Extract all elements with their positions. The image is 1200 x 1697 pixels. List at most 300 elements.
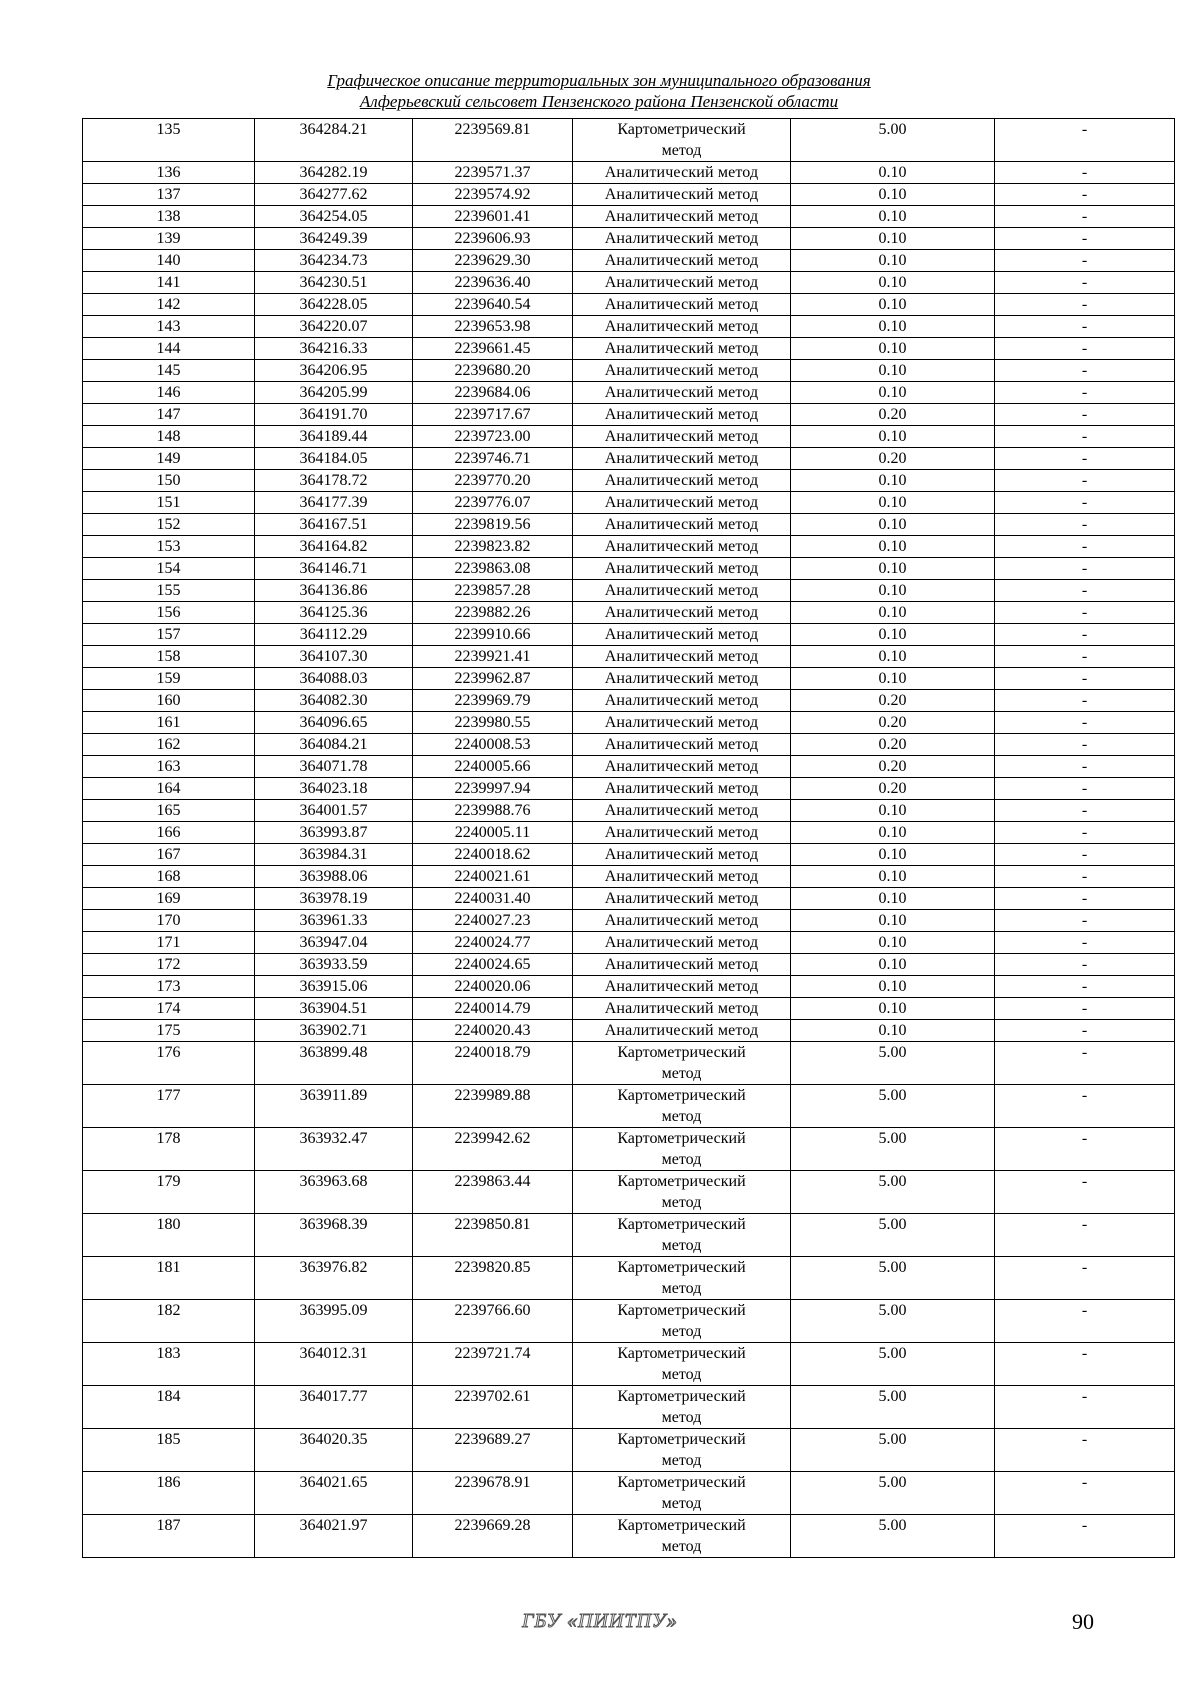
table-row: [83, 558, 1175, 580]
x-coordinate-cell: 364167.51: [255, 514, 413, 536]
x-coordinate-cell: 364088.03: [255, 668, 413, 690]
accuracy-cell: 0.10: [791, 624, 995, 646]
x-coordinate-cell: 364206.95: [255, 360, 413, 382]
x-coordinate-cell: 363899.48: [255, 1042, 413, 1085]
method-cell: [573, 1300, 791, 1343]
method-cell: Аналитический метод: [573, 536, 791, 558]
point-number-cell: 187: [83, 1515, 255, 1558]
method-cell: Аналитический метод: [573, 272, 791, 294]
method-cell: Аналитический метод: [573, 294, 791, 316]
method-cell: Аналитический метод: [573, 976, 791, 998]
table-row: [83, 382, 1175, 404]
x-coordinate-cell: 364284.21: [255, 119, 413, 162]
accuracy-cell: 0.10: [791, 998, 995, 1020]
method-cell: Аналитический метод: [573, 756, 791, 778]
y-coordinate-cell: 2239569.81: [413, 119, 573, 162]
accuracy-cell: 0.10: [791, 426, 995, 448]
note-cell: -: [995, 294, 1175, 316]
accuracy-cell: 0.10: [791, 250, 995, 272]
accuracy-cell: 0.10: [791, 954, 995, 976]
note-cell: -: [995, 206, 1175, 228]
accuracy-cell: 5.00: [791, 1171, 995, 1214]
table-row: [83, 360, 1175, 382]
y-coordinate-cell: 2239606.93: [413, 228, 573, 250]
method-cell: Аналитический метод: [573, 602, 791, 624]
note-cell: -: [995, 250, 1175, 272]
accuracy-cell: 5.00: [791, 1343, 995, 1386]
method-cell: [573, 119, 791, 162]
accuracy-cell: 0.10: [791, 932, 995, 954]
page-number: 90: [1072, 1609, 1094, 1634]
accuracy-cell: 0.10: [791, 360, 995, 382]
document-header: [0, 70, 1200, 112]
accuracy-cell: 0.10: [791, 536, 995, 558]
accuracy-cell: 5.00: [791, 1300, 995, 1343]
x-coordinate-cell: 364146.71: [255, 558, 413, 580]
note-cell: -: [995, 228, 1175, 250]
note-cell: -: [995, 1085, 1175, 1128]
note-cell: -: [995, 1042, 1175, 1085]
x-coordinate-cell: 364220.07: [255, 316, 413, 338]
point-number-cell: 177: [83, 1085, 255, 1128]
accuracy-cell: 0.20: [791, 448, 995, 470]
accuracy-cell: 0.10: [791, 184, 995, 206]
coordinates-table: [82, 118, 1175, 1558]
table-row: [83, 272, 1175, 294]
accuracy-cell: 0.20: [791, 756, 995, 778]
method-label: Картометрический метод: [617, 1259, 746, 1297]
table-row: [83, 1042, 1175, 1085]
method-cell: Аналитический метод: [573, 426, 791, 448]
point-number-cell: 181: [83, 1257, 255, 1300]
accuracy-cell: 0.10: [791, 580, 995, 602]
point-number-cell: 138: [83, 206, 255, 228]
accuracy-cell: 5.00: [791, 1429, 995, 1472]
y-coordinate-cell: 2239653.98: [413, 316, 573, 338]
point-number-cell: 180: [83, 1214, 255, 1257]
accuracy-cell: 0.10: [791, 338, 995, 360]
note-cell: -: [995, 756, 1175, 778]
x-coordinate-cell: 363984.31: [255, 844, 413, 866]
accuracy-cell: 0.10: [791, 382, 995, 404]
y-coordinate-cell: 2240031.40: [413, 888, 573, 910]
accuracy-cell: 5.00: [791, 1085, 995, 1128]
x-coordinate-cell: 363976.82: [255, 1257, 413, 1300]
accuracy-cell: 0.10: [791, 470, 995, 492]
method-label: Картометрический метод: [617, 1474, 746, 1512]
accuracy-cell: 0.10: [791, 1020, 995, 1042]
method-cell: Аналитический метод: [573, 382, 791, 404]
point-number-cell: 168: [83, 866, 255, 888]
x-coordinate-cell: 364184.05: [255, 448, 413, 470]
accuracy-cell: 5.00: [791, 1472, 995, 1515]
note-cell: -: [995, 822, 1175, 844]
x-coordinate-cell: 363932.47: [255, 1128, 413, 1171]
method-cell: Аналитический метод: [573, 404, 791, 426]
table-row: [83, 206, 1175, 228]
x-coordinate-cell: 364189.44: [255, 426, 413, 448]
x-coordinate-cell: 364136.86: [255, 580, 413, 602]
y-coordinate-cell: 2240018.79: [413, 1042, 573, 1085]
table-row: [83, 866, 1175, 888]
accuracy-cell: 5.00: [791, 1128, 995, 1171]
y-coordinate-cell: 2239629.30: [413, 250, 573, 272]
note-cell: -: [995, 998, 1175, 1020]
x-coordinate-cell: 364021.65: [255, 1472, 413, 1515]
note-cell: -: [995, 1343, 1175, 1386]
y-coordinate-cell: 2239678.91: [413, 1472, 573, 1515]
note-cell: -: [995, 1429, 1175, 1472]
point-number-cell: 160: [83, 690, 255, 712]
accuracy-cell: 0.10: [791, 602, 995, 624]
y-coordinate-cell: 2239863.08: [413, 558, 573, 580]
method-cell: Аналитический метод: [573, 558, 791, 580]
table-row: [83, 119, 1175, 162]
accuracy-cell: 0.10: [791, 492, 995, 514]
y-coordinate-cell: 2239969.79: [413, 690, 573, 712]
table-row: [83, 800, 1175, 822]
table-row: [83, 888, 1175, 910]
x-coordinate-cell: 364191.70: [255, 404, 413, 426]
accuracy-cell: 0.10: [791, 844, 995, 866]
point-number-cell: 172: [83, 954, 255, 976]
note-cell: -: [995, 624, 1175, 646]
x-coordinate-cell: 363961.33: [255, 910, 413, 932]
point-number-cell: 146: [83, 382, 255, 404]
accuracy-cell: 5.00: [791, 1386, 995, 1429]
point-number-cell: 148: [83, 426, 255, 448]
table-row: [83, 602, 1175, 624]
table-row: [83, 228, 1175, 250]
x-coordinate-cell: 364234.73: [255, 250, 413, 272]
note-cell: -: [995, 866, 1175, 888]
note-cell: -: [995, 470, 1175, 492]
table-row: [83, 712, 1175, 734]
point-number-cell: 143: [83, 316, 255, 338]
method-label: Картометрический метод: [617, 1431, 746, 1469]
point-number-cell: 149: [83, 448, 255, 470]
note-cell: -: [995, 580, 1175, 602]
table-row: [83, 624, 1175, 646]
note-cell: -: [995, 800, 1175, 822]
y-coordinate-cell: 2239640.54: [413, 294, 573, 316]
method-cell: Аналитический метод: [573, 646, 791, 668]
method-cell: Аналитический метод: [573, 712, 791, 734]
y-coordinate-cell: 2239721.74: [413, 1343, 573, 1386]
note-cell: -: [995, 1128, 1175, 1171]
x-coordinate-cell: 364096.65: [255, 712, 413, 734]
x-coordinate-cell: 363902.71: [255, 1020, 413, 1042]
accuracy-cell: 5.00: [791, 1042, 995, 1085]
note-cell: -: [995, 1472, 1175, 1515]
y-coordinate-cell: 2240021.61: [413, 866, 573, 888]
point-number-cell: 137: [83, 184, 255, 206]
method-cell: Аналитический метод: [573, 492, 791, 514]
y-coordinate-cell: 2239571.37: [413, 162, 573, 184]
x-coordinate-cell: 364001.57: [255, 800, 413, 822]
accuracy-cell: 0.10: [791, 976, 995, 998]
point-number-cell: 145: [83, 360, 255, 382]
method-cell: Аналитический метод: [573, 778, 791, 800]
point-number-cell: 156: [83, 602, 255, 624]
table-row: [83, 426, 1175, 448]
note-cell: -: [995, 360, 1175, 382]
method-cell: Аналитический метод: [573, 514, 791, 536]
point-number-cell: 165: [83, 800, 255, 822]
table-row: [83, 1020, 1175, 1042]
y-coordinate-cell: 2239863.44: [413, 1171, 573, 1214]
point-number-cell: 176: [83, 1042, 255, 1085]
point-number-cell: 174: [83, 998, 255, 1020]
point-number-cell: 170: [83, 910, 255, 932]
accuracy-cell: 5.00: [791, 1515, 995, 1558]
table-row: [83, 514, 1175, 536]
method-cell: [573, 1257, 791, 1300]
point-number-cell: 171: [83, 932, 255, 954]
method-cell: Аналитический метод: [573, 250, 791, 272]
accuracy-cell: 0.10: [791, 800, 995, 822]
x-coordinate-cell: 364107.30: [255, 646, 413, 668]
accuracy-cell: 0.10: [791, 866, 995, 888]
x-coordinate-cell: 363963.68: [255, 1171, 413, 1214]
table-row: [83, 734, 1175, 756]
method-cell: Аналитический метод: [573, 338, 791, 360]
table-row: [83, 690, 1175, 712]
note-cell: -: [995, 1300, 1175, 1343]
y-coordinate-cell: 2239882.26: [413, 602, 573, 624]
point-number-cell: 152: [83, 514, 255, 536]
point-number-cell: 163: [83, 756, 255, 778]
method-cell: Аналитический метод: [573, 866, 791, 888]
table-row: [83, 1343, 1175, 1386]
x-coordinate-cell: 363933.59: [255, 954, 413, 976]
accuracy-cell: 0.10: [791, 646, 995, 668]
accuracy-cell: 0.10: [791, 822, 995, 844]
x-coordinate-cell: 364178.72: [255, 470, 413, 492]
point-number-cell: 185: [83, 1429, 255, 1472]
note-cell: -: [995, 382, 1175, 404]
table-row: [83, 250, 1175, 272]
y-coordinate-cell: 2239574.92: [413, 184, 573, 206]
table-row: [83, 954, 1175, 976]
point-number-cell: 166: [83, 822, 255, 844]
x-coordinate-cell: 364228.05: [255, 294, 413, 316]
note-cell: -: [995, 316, 1175, 338]
method-cell: [573, 1515, 791, 1558]
point-number-cell: 157: [83, 624, 255, 646]
table-row: [83, 844, 1175, 866]
accuracy-cell: 0.10: [791, 910, 995, 932]
table-row: [83, 1257, 1175, 1300]
method-label: Картометрический метод: [617, 1388, 746, 1426]
accuracy-cell: 0.10: [791, 514, 995, 536]
table-row: [83, 1300, 1175, 1343]
header-line-2: Алферьевский сельсовет Пензенского района Пензенской области: [359, 92, 839, 111]
point-number-cell: 136: [83, 162, 255, 184]
accuracy-cell: 0.20: [791, 404, 995, 426]
method-cell: Аналитический метод: [573, 932, 791, 954]
note-cell: -: [995, 844, 1175, 866]
x-coordinate-cell: 364177.39: [255, 492, 413, 514]
method-cell: Аналитический метод: [573, 580, 791, 602]
note-cell: -: [995, 1020, 1175, 1042]
point-number-cell: 154: [83, 558, 255, 580]
y-coordinate-cell: 2239636.40: [413, 272, 573, 294]
y-coordinate-cell: 2239601.41: [413, 206, 573, 228]
method-label: Картометрический метод: [617, 1517, 746, 1555]
note-cell: -: [995, 426, 1175, 448]
note-cell: -: [995, 602, 1175, 624]
method-label: Картометрический метод: [617, 1216, 746, 1254]
method-label: Картометрический метод: [617, 121, 746, 159]
x-coordinate-cell: 364020.35: [255, 1429, 413, 1472]
note-cell: -: [995, 404, 1175, 426]
y-coordinate-cell: 2240005.11: [413, 822, 573, 844]
x-coordinate-cell: 363947.04: [255, 932, 413, 954]
note-cell: -: [995, 932, 1175, 954]
table-row: [83, 1085, 1175, 1128]
method-cell: Аналитический метод: [573, 228, 791, 250]
point-number-cell: 150: [83, 470, 255, 492]
point-number-cell: 179: [83, 1171, 255, 1214]
table-row: [83, 668, 1175, 690]
x-coordinate-cell: 364230.51: [255, 272, 413, 294]
x-coordinate-cell: 363978.19: [255, 888, 413, 910]
header-line-1: Графическое описание территориальных зон муниципального образования: [327, 71, 871, 90]
method-cell: Аналитический метод: [573, 162, 791, 184]
y-coordinate-cell: 2239819.56: [413, 514, 573, 536]
point-number-cell: 158: [83, 646, 255, 668]
note-cell: -: [995, 1214, 1175, 1257]
y-coordinate-cell: 2239989.88: [413, 1085, 573, 1128]
y-coordinate-cell: 2239980.55: [413, 712, 573, 734]
point-number-cell: 178: [83, 1128, 255, 1171]
note-cell: -: [995, 778, 1175, 800]
x-coordinate-cell: 364277.62: [255, 184, 413, 206]
note-cell: -: [995, 119, 1175, 162]
table-row: [83, 184, 1175, 206]
accuracy-cell: 0.10: [791, 162, 995, 184]
x-coordinate-cell: 364084.21: [255, 734, 413, 756]
y-coordinate-cell: 2240024.77: [413, 932, 573, 954]
accuracy-cell: 5.00: [791, 1257, 995, 1300]
x-coordinate-cell: 364216.33: [255, 338, 413, 360]
accuracy-cell: 0.10: [791, 558, 995, 580]
y-coordinate-cell: 2239857.28: [413, 580, 573, 602]
x-coordinate-cell: 364071.78: [255, 756, 413, 778]
method-cell: [573, 1214, 791, 1257]
x-coordinate-cell: 364282.19: [255, 162, 413, 184]
table-row: [83, 932, 1175, 954]
point-number-cell: 184: [83, 1386, 255, 1429]
accuracy-cell: 0.20: [791, 734, 995, 756]
x-coordinate-cell: 363993.87: [255, 822, 413, 844]
point-number-cell: 183: [83, 1343, 255, 1386]
method-label: Картометрический метод: [617, 1173, 746, 1211]
point-number-cell: 155: [83, 580, 255, 602]
y-coordinate-cell: 2240018.62: [413, 844, 573, 866]
method-cell: Аналитический метод: [573, 800, 791, 822]
method-cell: Аналитический метод: [573, 206, 791, 228]
y-coordinate-cell: 2239669.28: [413, 1515, 573, 1558]
y-coordinate-cell: 2239702.61: [413, 1386, 573, 1429]
accuracy-cell: 5.00: [791, 1214, 995, 1257]
point-number-cell: 175: [83, 1020, 255, 1042]
accuracy-cell: 0.20: [791, 690, 995, 712]
method-cell: Аналитический метод: [573, 734, 791, 756]
note-cell: -: [995, 272, 1175, 294]
note-cell: -: [995, 1515, 1175, 1558]
note-cell: -: [995, 1386, 1175, 1429]
y-coordinate-cell: 2240027.23: [413, 910, 573, 932]
x-coordinate-cell: 363995.09: [255, 1300, 413, 1343]
point-number-cell: 161: [83, 712, 255, 734]
note-cell: -: [995, 338, 1175, 360]
y-coordinate-cell: 2239661.45: [413, 338, 573, 360]
point-number-cell: 164: [83, 778, 255, 800]
table-row: [83, 162, 1175, 184]
method-cell: Аналитический метод: [573, 470, 791, 492]
accuracy-cell: 0.10: [791, 668, 995, 690]
method-cell: [573, 1343, 791, 1386]
y-coordinate-cell: 2240005.66: [413, 756, 573, 778]
method-cell: Аналитический метод: [573, 668, 791, 690]
point-number-cell: 135: [83, 119, 255, 162]
x-coordinate-cell: 364164.82: [255, 536, 413, 558]
method-cell: Аналитический метод: [573, 822, 791, 844]
note-cell: -: [995, 668, 1175, 690]
point-number-cell: 186: [83, 1472, 255, 1515]
y-coordinate-cell: 2239988.76: [413, 800, 573, 822]
table-row: [83, 448, 1175, 470]
method-label: Картометрический метод: [617, 1345, 746, 1383]
y-coordinate-cell: 2240014.79: [413, 998, 573, 1020]
note-cell: -: [995, 536, 1175, 558]
method-label: Картометрический метод: [617, 1302, 746, 1340]
method-cell: Аналитический метод: [573, 1020, 791, 1042]
point-number-cell: 142: [83, 294, 255, 316]
table-row: [83, 646, 1175, 668]
note-cell: -: [995, 492, 1175, 514]
table-row: [83, 1472, 1175, 1515]
x-coordinate-cell: 364021.97: [255, 1515, 413, 1558]
y-coordinate-cell: 2239770.20: [413, 470, 573, 492]
table-row: [83, 756, 1175, 778]
x-coordinate-cell: 363915.06: [255, 976, 413, 998]
table-row: [83, 1171, 1175, 1214]
y-coordinate-cell: 2240020.06: [413, 976, 573, 998]
method-cell: Аналитический метод: [573, 910, 791, 932]
accuracy-cell: 0.10: [791, 272, 995, 294]
x-coordinate-cell: 364082.30: [255, 690, 413, 712]
x-coordinate-cell: 364249.39: [255, 228, 413, 250]
table-row: [83, 338, 1175, 360]
table-row: [83, 536, 1175, 558]
x-coordinate-cell: 364125.36: [255, 602, 413, 624]
method-cell: [573, 1429, 791, 1472]
accuracy-cell: 0.10: [791, 206, 995, 228]
method-cell: [573, 1386, 791, 1429]
point-number-cell: 167: [83, 844, 255, 866]
note-cell: -: [995, 514, 1175, 536]
table-row: [83, 470, 1175, 492]
accuracy-cell: 0.10: [791, 888, 995, 910]
accuracy-cell: 5.00: [791, 119, 995, 162]
note-cell: -: [995, 910, 1175, 932]
note-cell: -: [995, 448, 1175, 470]
accuracy-cell: 0.20: [791, 778, 995, 800]
y-coordinate-cell: 2239684.06: [413, 382, 573, 404]
